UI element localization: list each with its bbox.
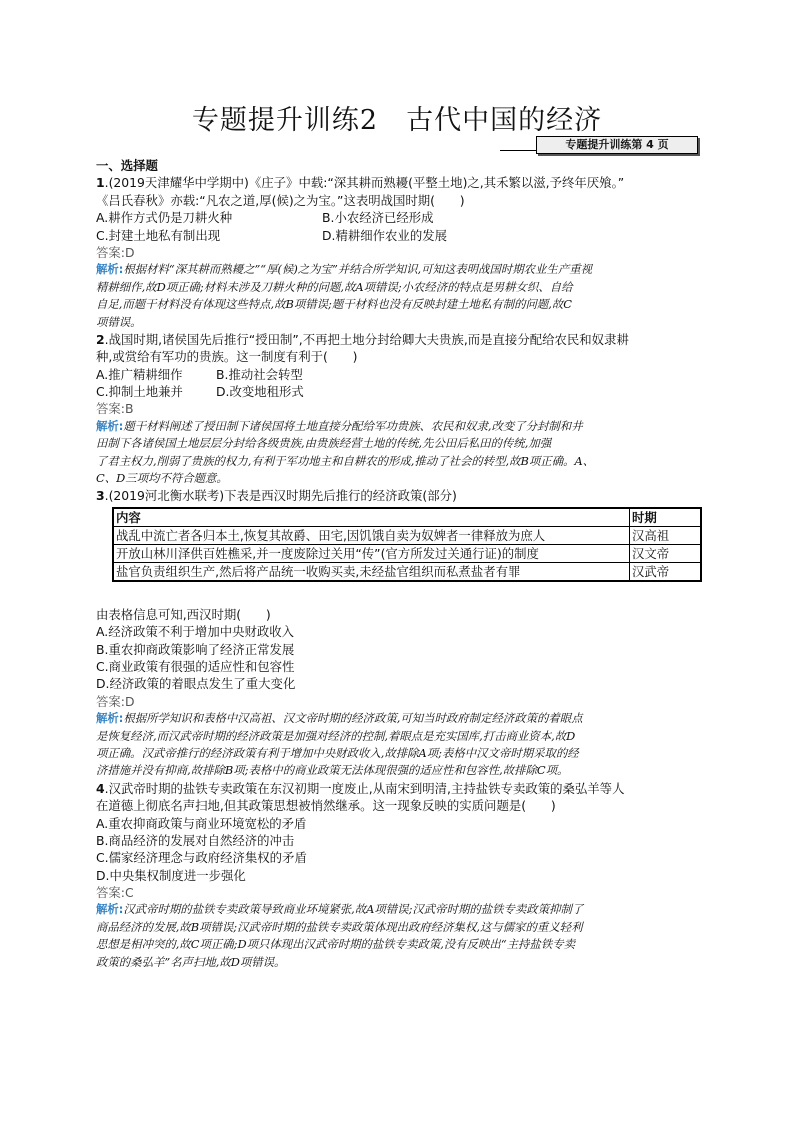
answer: 答案:D xyxy=(96,244,135,260)
table-row xyxy=(113,562,701,581)
question-line: 《吕氏春秋》亦载:“凡农之道,厚(候)之为宝。”这表明战国时期( ) xyxy=(96,192,465,208)
explanation: 解析:根据所学知识和表格中汉高祖、汉文帝时期的经济政策,可知当时政府制定经济政策的着眼点 是恢复经济,而汉武帝时期的经济政策是加强对经济的控制,着眼点是充实国库,打击商业资本,故D 项正确。汉武帝推行的经济政策有利于增加中央财政收入,故排除A项;表格中汉文帝时期采取的经 济措施并没有抑商,故排除B项;表格中的商业政策无法体现很强的适应性和包容性,故排除C项。 xyxy=(96,711,583,778)
page-title: 专题提升训练2 古代中国的经济 xyxy=(191,105,603,136)
question-number: 1 xyxy=(96,175,105,191)
explanation-label: 解析: xyxy=(96,418,124,433)
option-b: B.重农抑商政策影响了经济正常发展 xyxy=(96,641,295,657)
answer: 答案:B xyxy=(96,401,134,417)
table-cell: 开放山林川泽供百姓樵采,并一度废除过关用“传”(官方所发过关通行证)的制度 xyxy=(113,544,630,562)
option-d: D.经济政策的着眼点发生了重大变化 xyxy=(96,676,296,692)
option-b: B.推动社会转型 xyxy=(216,366,303,382)
option-a: A.重农抑商政策与商业环境宽松的矛盾 xyxy=(96,815,307,831)
question-3 xyxy=(96,487,702,779)
option-c: C.封建土地私有制出现 xyxy=(96,227,221,243)
question-line: 4.汉武帝时期的盐铁专卖政策在东汉初期一度废止,从南宋到明清,主持盐铁专卖政策的桑弘羊等人 xyxy=(96,780,625,796)
question-line: 3.(2019河北衡水联考)下表是西汉时期先后推行的经济政策(部分) xyxy=(96,488,457,504)
question-4 xyxy=(96,780,702,971)
policy-table xyxy=(112,507,702,582)
question-line: 由表格信息可知,西汉时期( ) xyxy=(96,606,271,622)
option-row xyxy=(96,383,702,400)
header-content: 内容 xyxy=(113,508,630,527)
page-tag: 专题提升训练第 4 页 xyxy=(536,136,698,154)
table-cell: 汉武帝 xyxy=(630,562,702,581)
table-row xyxy=(113,544,701,562)
option-c: C.抑制土地兼并 xyxy=(96,384,183,400)
question-number: 2 xyxy=(96,331,105,347)
question-line: 2.战国时期,诸侯国先后推行“授田制”,不再把土地分封给卿大夫贵族,而是直接分配给农民和奴隶耕 xyxy=(96,331,629,347)
option-b: B.商品经济的发展对自然经济的冲击 xyxy=(96,832,295,848)
option-d: D.中央集权制度进一步强化 xyxy=(96,867,246,883)
table-cell: 战乱中流亡者各归本土,恢复其故爵、田宅,因饥饿自卖为奴婢者一律释放为庶人 xyxy=(113,526,630,544)
question-1 xyxy=(96,174,702,331)
table-cell: 汉高祖 xyxy=(630,526,702,544)
option-a: A.推广精耕细作 xyxy=(96,366,183,382)
table-cell: 盐官负责组织生产,然后将产品统一收购买卖,未经盐官组织而私煮盐者有罪 xyxy=(113,562,630,581)
question-number: 3 xyxy=(96,488,105,504)
option-a: A.经济政策不利于增加中央财政收入 xyxy=(96,624,295,640)
explanation-label: 解析: xyxy=(96,902,124,917)
question-line: 1.(2019天津耀华中学期中)《庄子》中载:“深其耕而熟耰(平整土地)之,其禾繁以滋,予终年厌飧。” xyxy=(96,175,625,191)
option-c: C.商业政策有很强的适应性和包容性 xyxy=(96,658,295,674)
question-line: 种,或赏给有军功的贵族。这一制度有利于( ) xyxy=(96,349,358,365)
answer: 答案:D xyxy=(96,693,135,709)
explanation-label: 解析: xyxy=(96,711,124,726)
content xyxy=(96,157,702,971)
question-number: 4 xyxy=(96,780,105,796)
header-period: 时期 xyxy=(630,508,702,527)
option-row xyxy=(96,366,702,383)
question-line: 在道德上彻底名声扫地,但其政策思想被悄然继承。这一现象反映的实质问题是( ) xyxy=(96,798,556,814)
option-a: A.耕作方式仍是刀耕火种 xyxy=(96,210,233,226)
option-b: B.小农经济已经形成 xyxy=(322,210,434,226)
option-d: D.改变地租形式 xyxy=(216,384,304,400)
question-2 xyxy=(96,331,702,488)
explanation: 解析:汉武帝时期的盐铁专卖政策导致商业环境紧张,故A项错误;汉武帝时期的盐铁专卖政策抑制了 商品经济的发展,故B项错误;汉武帝时期的盐铁专卖政策体现出政府经济集权,这与儒家的重义轻利 思想是相冲突的,故C项正确;D项只体现出汉武帝时期的盐铁专卖政策,没有反映出“主持盐铁专卖 政策的桑弘羊”名声扫地,故D项错误。 xyxy=(96,902,584,969)
table-header-row xyxy=(113,508,701,527)
tag-rule xyxy=(500,150,536,151)
option-row xyxy=(96,227,702,244)
option-row xyxy=(96,209,702,226)
option-c: C.儒家经济理念与政府经济集权的矛盾 xyxy=(96,850,307,866)
option-d: D.精耕细作农业的发展 xyxy=(322,227,447,243)
explanation-label: 解析: xyxy=(96,262,124,277)
table-row xyxy=(113,526,701,544)
answer: 答案:C xyxy=(96,885,134,901)
explanation: 解析:根据材料“深其耕而熟耰之”“厚(候)之为宝”并结合所学知识,可知这表明战国时期农业生产重视 精耕细作,故D项正确;材料未涉及刀耕火种的问题,故A项错误;小农经济的特点是男耕女织、自给 自足,而题干材料没有体现这些特点,故B项错误;题干材料也没有反映封建土地私有制的问题,故C 项错误。 xyxy=(96,262,592,329)
explanation: 解析:题干材料阐述了授田制下诸侯国将土地直接分配给军功贵族、农民和奴隶,改变了分封制和井 田制下各诸侯国土地层层分封给各级贵族,由贵族经营土地的传统,先公田后私田的传统,加强 了君主权力,削弱了贵族的权力,有利于军功地主和自耕农的形成,推动了社会的转型,故B项正确。A、 C、D三项均不符合题意。 xyxy=(96,418,595,486)
table-cell: 汉文帝 xyxy=(630,544,702,562)
section-heading: 一、选择题 xyxy=(96,158,158,173)
